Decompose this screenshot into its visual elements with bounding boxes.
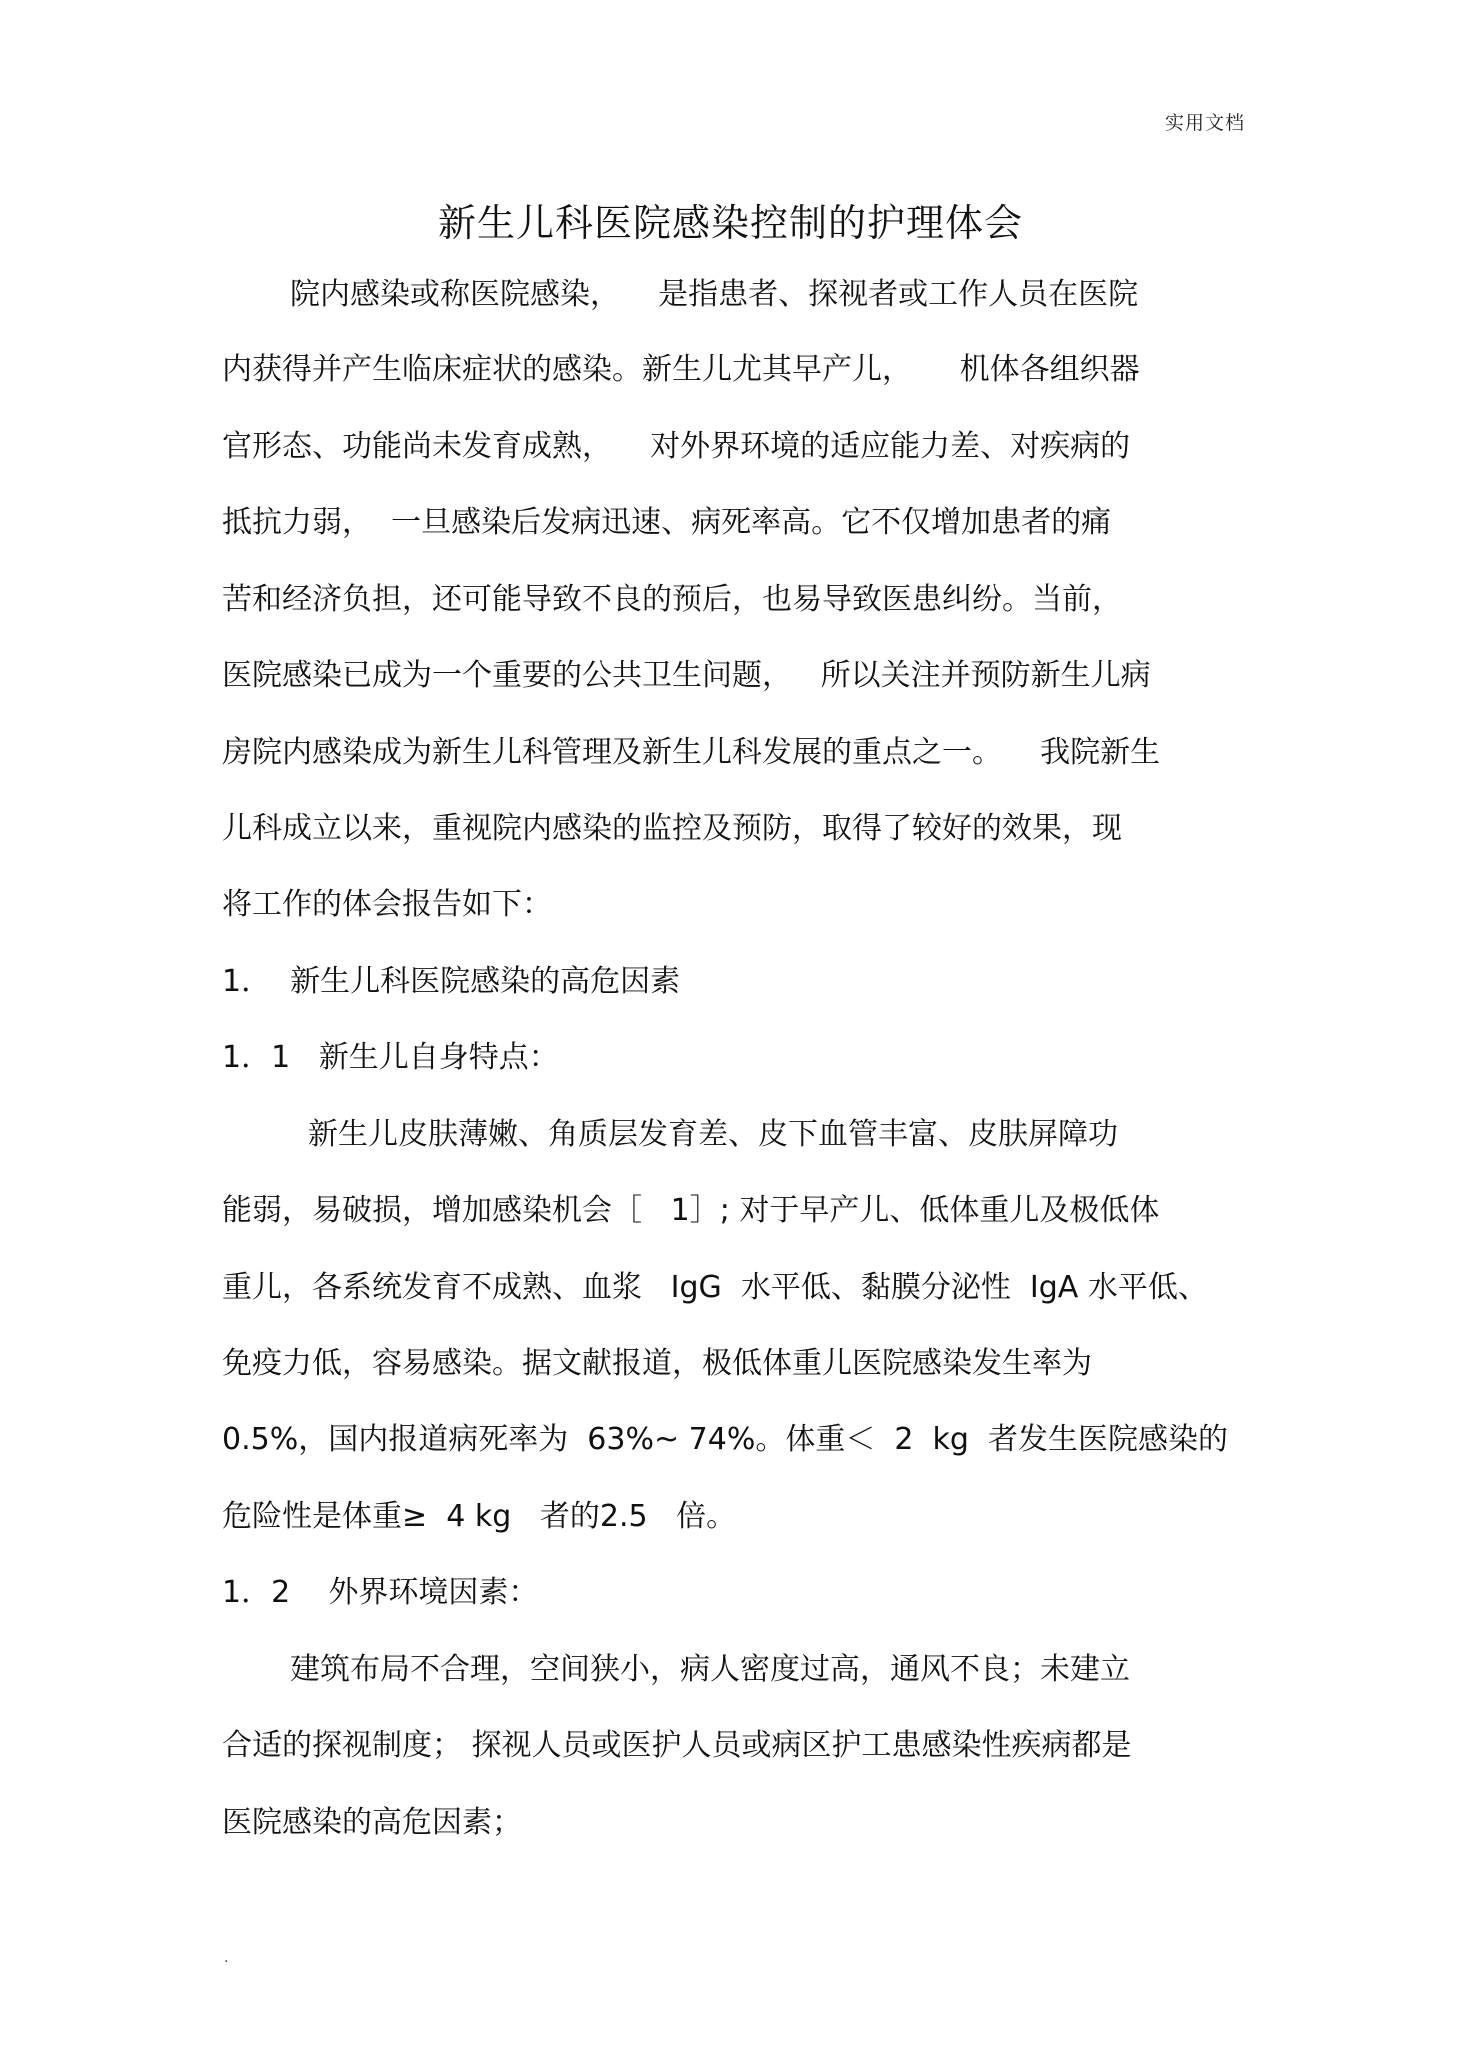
footer-mark: . [224,1950,229,1966]
section-heading: 1． 新生儿科医院感染的高危因素 [222,964,681,999]
paragraph-line: 危险性是体重≥ 4 kg 者的2.5 倍。 [222,1499,737,1534]
paragraph-line: 0.5%，国内报道病死率为 63%~ 74%。体重＜ 2 kg 者发生医院感染的 [222,1422,1229,1457]
paragraph-line: 新生儿皮肤薄嫩、角质层发育差、皮下血管丰富、皮肤屏障功 [308,1117,1118,1152]
paragraph-line: 房院内感染成为新生儿科管理及新生儿科发展的重点之一。 我院新生 [222,735,1161,770]
paragraph-line: 内获得并产生临床症状的感染。新生儿尤其早产儿， 机体各组织器 [222,352,1140,387]
subsection-heading: 1．2 外界环境因素： [222,1575,539,1610]
subsection-heading: 1．1 新生儿自身特点： [222,1040,559,1075]
header-label: 实用文档 [1164,112,1245,134]
paragraph-line: 儿科成立以来，重视院内感染的监控及预防，取得了较好的效果，现 [222,811,1122,846]
paragraph-line: 抵抗力弱， 一旦感染后发病迅速、病死率高。它不仅增加患者的痛 [222,505,1112,540]
paragraph-line: 能弱，易破损，增加感染机会［ 1］; 对于早产儿、低体重儿及极低体 [222,1193,1160,1228]
paragraph-line: 医院感染的高危因素； [222,1805,522,1840]
paragraph-line: 官形态、功能尚未发育成熟， 对外界环境的适应能力差、对疾病的 [222,429,1131,464]
document-title: 新生儿科医院感染控制的护理体会 [437,201,1023,245]
paragraph-line: 建筑布局不合理，空间狭小，病人密度过高，通风不良；未建立 [290,1652,1130,1687]
paragraph-line: 重儿，各系统发育不成熟、血浆 IgG 水平低、黏膜分泌性 IgA 水平低、 [222,1270,1208,1305]
paragraph-line: 苦和经济负担，还可能导致不良的预后，也易导致医患纠纷。当前， [222,582,1122,617]
paragraph-line: 将工作的体会报告如下： [222,887,552,922]
paragraph-line: 院内感染或称医院感染， 是指患者、探视者或工作人员在医院 [290,277,1139,312]
paragraph-line: 医院感染已成为一个重要的公共卫生问题， 所以关注并预防新生儿病 [222,658,1151,693]
paragraph-line: 免疫力低，容易感染。据文献报道，极低体重儿医院感染发生率为 [222,1346,1092,1381]
paragraph-line: 合适的探视制度； 探视人员或医护人员或病区护工患感染性疾病都是 [222,1728,1132,1763]
